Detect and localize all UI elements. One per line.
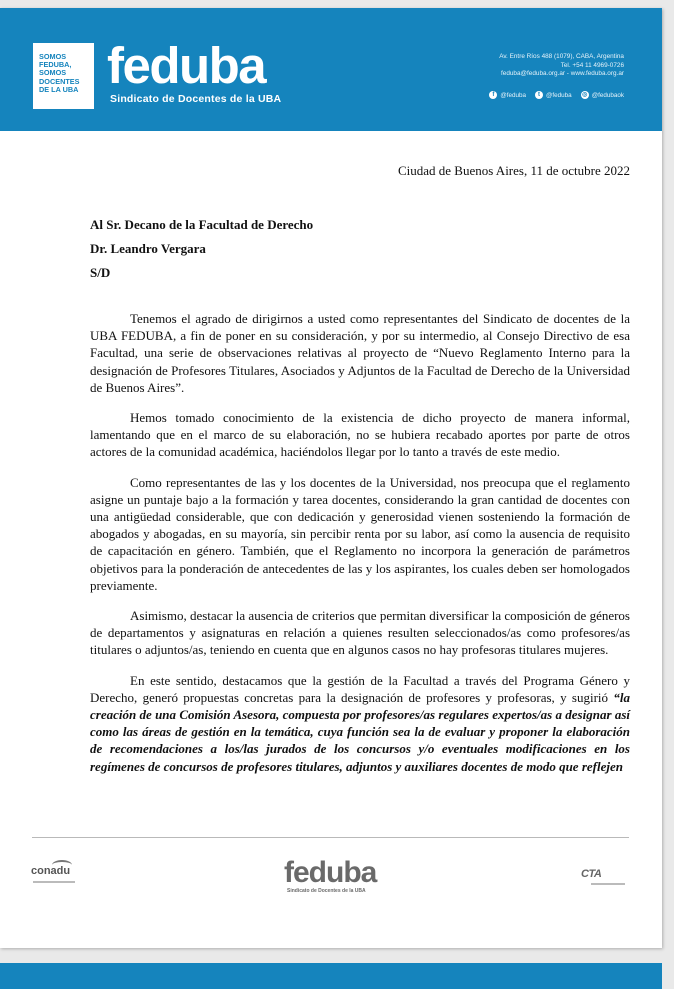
social-handle: @feduba	[546, 91, 572, 99]
badge-line: SOMOS	[39, 52, 67, 61]
letterhead	[0, 8, 662, 131]
contact-phone: Tel. +54 11 4969-0726	[560, 61, 624, 69]
quoted-proposal: “la creación de una Comisión Asesora, compuesta por profesores/as regulares expertos/as a designar así como las áreas de gestión en la temática, cuya función sea la de evaluar y proponer la elaboración de recomendaciones a los/las jurados de los concursos y/o eventuales modificaciones en los regímenes de concursos de profesores titulares, adjuntos y auxiliares docentes de modo que reflejen	[90, 689, 630, 774]
feduba-logo: feduba	[107, 37, 266, 94]
footer-logo-subtitle: Sindicato de Docentes de la UBA	[287, 888, 366, 894]
conadu-logo: conadu	[31, 865, 71, 877]
footer-feduba-logo: feduba	[284, 856, 377, 889]
letter-body	[90, 310, 630, 788]
recipient-line: Al Sr. Decano de la Facultad de Derecho	[90, 217, 314, 232]
contact-email-web: feduba@feduba.org.ar - www.feduba.org.ar	[500, 70, 624, 78]
cta-logo-tagline	[591, 883, 625, 885]
facebook-icon: f	[489, 91, 497, 99]
social-links	[489, 91, 624, 99]
body-paragraph: Asimismo, destacar la ausencia de criterios que permitan diversificar la composición de géneros de departamentos y asignaturas en relación a quienes resulten seleccionados/as como profesores/as titulares o adjuntos/as, teniendo en cuenta que en algunos casos no hay profesoras titulares mujeres.	[90, 608, 630, 658]
letter-date: Ciudad de Buenos Aires, 11 de octubre 2022	[397, 163, 630, 178]
logo-subtitle: Sindicato de Docentes de la UBA	[110, 93, 282, 105]
twitter-icon: t	[535, 91, 543, 99]
badge-line: FEDUBA,	[39, 60, 72, 70]
body-paragraph: Hemos tomado conocimiento de la existencia de dicho proyecto de manera informal, lamentando que en el marco de su elaboración, no se hubiera recabado aportes por parte de otros actores de la comunidad académica, haciéndolos llegar por lo tanto a través de este medio.	[90, 410, 630, 460]
social-twitter[interactable]	[535, 91, 572, 99]
badge-line: SOMOS	[39, 68, 67, 78]
body-paragraph: Tenemos el agrado de dirigirnos a usted como representantes del Sindicato de docentes de la UBA FEDUBA, a fin de poner en su consideración, y por su intermedio, al Consejo Directivo de esa Facultad, una serie de observaciones relativas al proyecto de “Nuevo Reglamento Interno para la designación de Profesores Titulares, Asociados y Adjuntos de la Facultad de Derecho de la Universidad de Buenos Aires”.	[90, 311, 630, 395]
instagram-icon: ◎	[582, 92, 588, 98]
cta-logo: CTA	[581, 868, 602, 880]
conadu-logo-tagline	[33, 881, 75, 883]
badge-line: DOCENTES	[39, 76, 80, 86]
recipient-block	[90, 213, 313, 285]
contact-info	[499, 53, 624, 79]
social-instagram[interactable]	[581, 91, 624, 99]
paragraph-plain-text: En este sentido, destacamos que la gestión de la Facultad a través del Programa Género y Derecho, generó propuestas concretas para la designación de profesores y profesoras, y sugirió	[90, 672, 630, 705]
social-handle: @feduba	[500, 91, 527, 99]
social-facebook[interactable]	[489, 91, 526, 99]
social-handle: @fedubaok	[591, 91, 624, 99]
body-paragraph-last	[90, 672, 630, 775]
recipient-line: S/D	[90, 265, 111, 280]
footer-divider	[32, 837, 629, 838]
letter-page	[0, 8, 662, 948]
badge-line: DE LA UBA	[39, 84, 79, 94]
somos-feduba-badge	[33, 43, 94, 109]
contact-address: Av. Entre Ríos 488 (1079), CABA, Argentina	[499, 53, 624, 60]
recipient-line: Dr. Leandro Vergara	[90, 241, 206, 256]
body-paragraph: Como representantes de las y los docentes de la Universidad, nos preocupa que el reglamento asigne un puntaje bajo a la formación y tarea docentes, considerando la gran cantidad de docentes con una antigüedad considerable, que con dedicación y generosidad vienen sosteniendo la formación de abogados y abogadas, en su mayoría, sin percibir renta por su labor, así como la ausencia de requisito de capacitación en género. También, que el Reglamento no incorpora la generación de parámetros objetivos para la ponderación de antecedentes de las y los aspirantes, los cuales deben ser homologados previamente.	[90, 474, 630, 593]
next-page-header-edge	[0, 963, 662, 989]
